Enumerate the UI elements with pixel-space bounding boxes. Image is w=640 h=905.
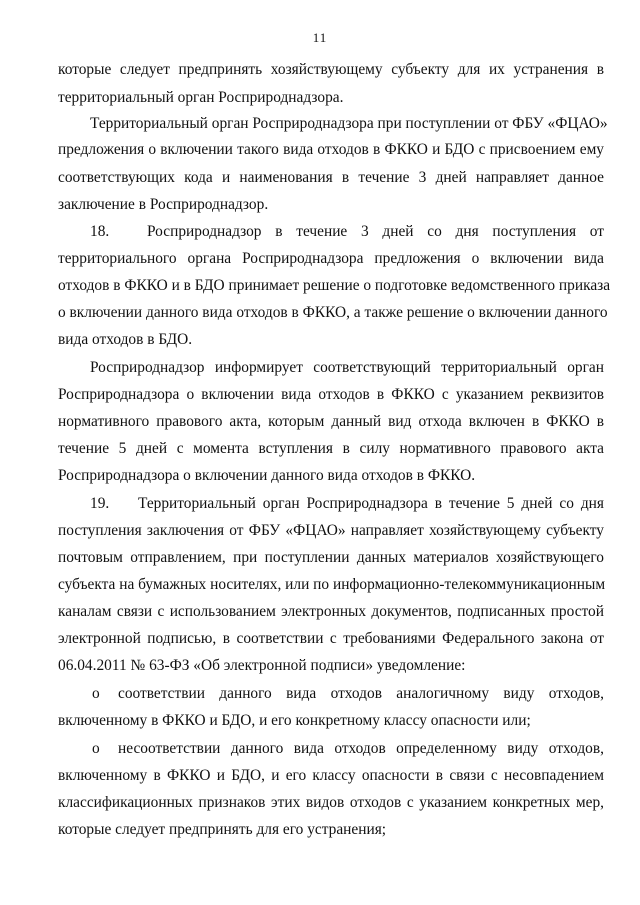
paragraph-line: заключение в Росприроднадзор. bbox=[58, 196, 269, 213]
paragraph-line: Росприроднадзора о включении данного вида отходов в ФККО. bbox=[58, 467, 476, 484]
clause-19-line: почтовым отправлением, при поступлении данных материалов хозяйствующего bbox=[58, 549, 604, 566]
clause-19-line: субъекта на бумажных носителях, или по информационно-телекоммуникационным bbox=[58, 576, 606, 593]
clause-19-line: каналам связи с использованием электронных документов, подписанных простой bbox=[58, 603, 604, 620]
clause-18-number: 18. bbox=[90, 223, 110, 240]
paragraph-line: Территориальный орган Росприроднадзора при поступлении от ФБУ «ФЦАО» bbox=[90, 115, 608, 132]
option-marker: о bbox=[92, 685, 100, 702]
clause-18-first-line: Росприроднадзор в течение 3 дней со дня поступления от bbox=[147, 223, 604, 240]
option-line: включенному в ФККО и БДО, и его классу опасности в связи с несовпадением bbox=[58, 767, 604, 784]
paragraph-line: соответствующих кода и наименования в течение 3 дней направляет данное bbox=[58, 169, 604, 186]
clause-19-line: электронной подписью, в соответствии с требованиями Федерального закона от bbox=[58, 630, 604, 647]
option-first-line: соответствии данного вида отходов аналогичному виду отходов, bbox=[118, 685, 604, 702]
clause-19-number: 19. bbox=[90, 495, 110, 512]
option-marker: о bbox=[92, 740, 100, 757]
clause-18-line: вида отходов в БДО. bbox=[58, 331, 193, 348]
option-first-line: несоответствии данного вида отходов определенному виду отходов, bbox=[118, 740, 604, 757]
paragraph-line: течение 5 дней с момента вступления в силу нормативного правового акта bbox=[58, 440, 604, 457]
option-line: включенному в ФККО и БДО, и его конкретному классу опасности или; bbox=[58, 712, 531, 729]
paragraph-line: которые следует предпринять хозяйствующему субъекту для их устранения в bbox=[58, 61, 604, 78]
paragraph-line: Росприроднадзора о включении вида отходов в ФККО с указанием реквизитов bbox=[58, 386, 604, 403]
option-line: которые следует предпринять для его устранения; bbox=[58, 821, 387, 838]
clause-18-line: о включении данного вида отходов в ФККО, а также решение о включении данного bbox=[58, 304, 608, 321]
paragraph-line: территориальный орган Росприроднадзора. bbox=[58, 89, 344, 106]
paragraph-line: нормативного правового акта, которым данный вид отхода включен в ФККО в bbox=[58, 413, 604, 430]
page-number: 11 bbox=[312, 30, 328, 45]
clause-19-line: поступления заключения от ФБУ «ФЦАО» направляет хозяйствующему субъекту bbox=[58, 522, 604, 539]
clause-18-line: территориального органа Росприроднадзора предложения о включении вида bbox=[58, 250, 604, 267]
clause-18-line: отходов в ФККО и в БДО принимает решение о подготовке ведомственного приказа bbox=[58, 277, 611, 294]
paragraph-line: Росприроднадзор информирует соответствующий территориальный орган bbox=[90, 359, 604, 376]
clause-19-first-line: Территориальный орган Росприроднадзора в течение 5 дней со дня bbox=[138, 495, 604, 512]
option-line: классификационных признаков этих видов отходов с указанием конкретных мер, bbox=[58, 794, 604, 811]
clause-19-line: 06.04.2011 № 63-ФЗ «Об электронной подписи» уведомление: bbox=[58, 657, 466, 674]
paragraph-line: предложения о включении такого вида отходов в ФККО и БДО с присвоением ему bbox=[58, 141, 604, 158]
